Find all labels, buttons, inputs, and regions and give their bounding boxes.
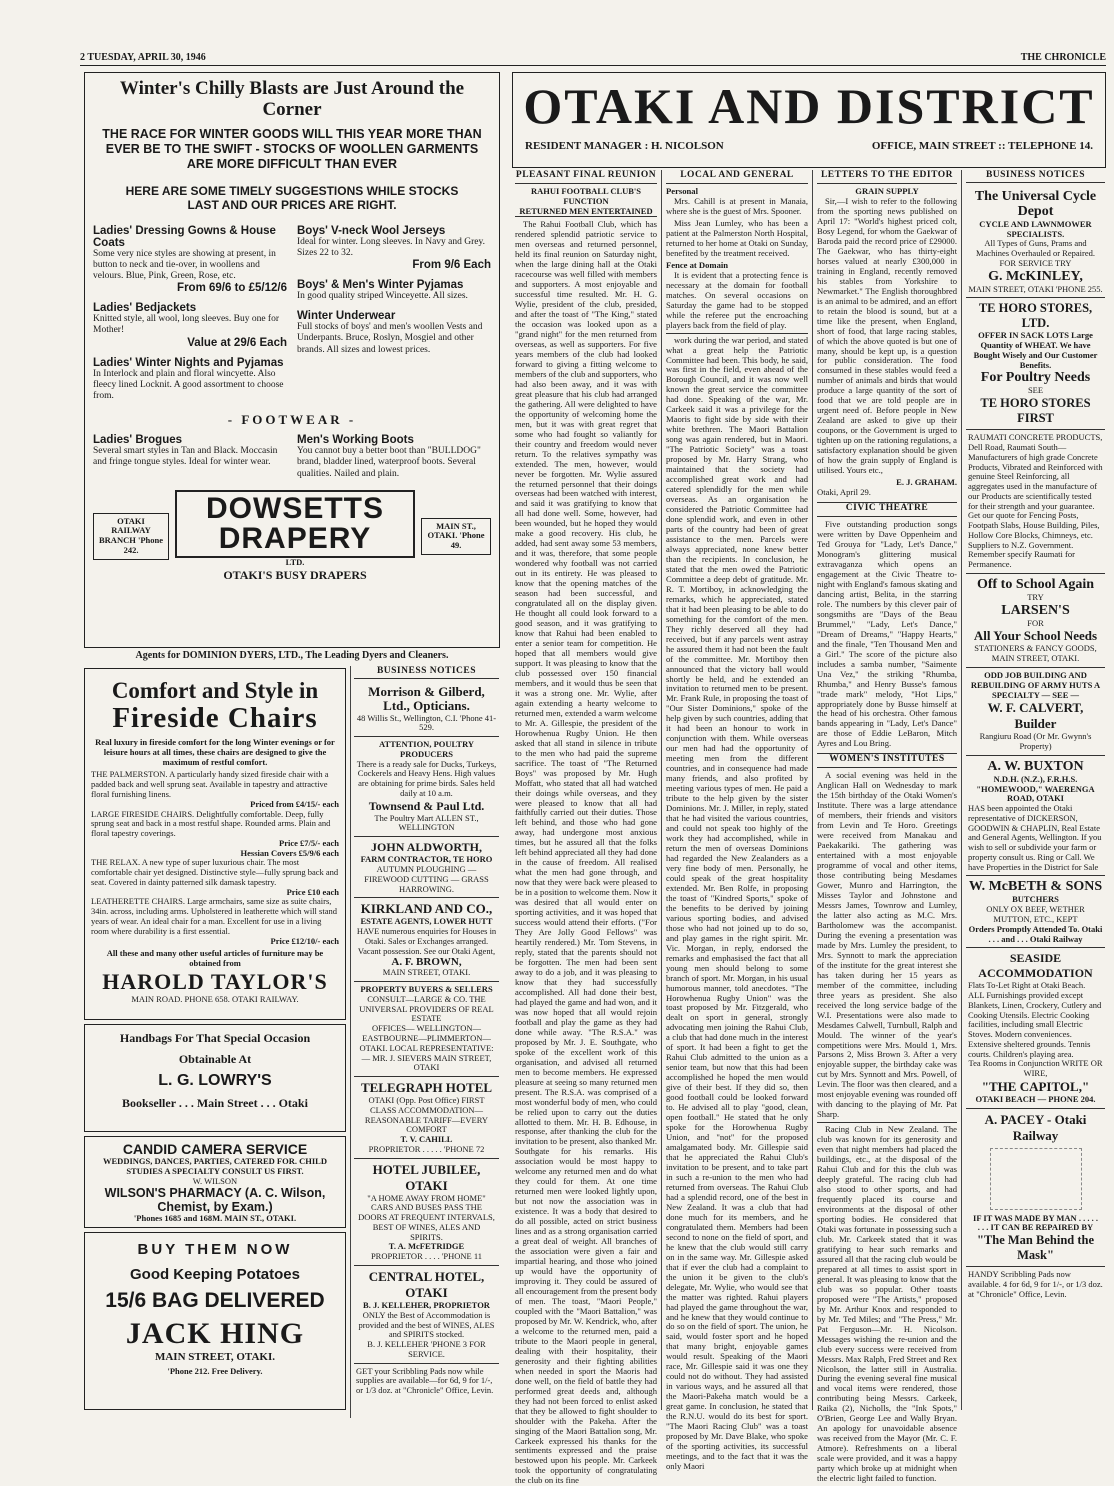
right-notices-heading: BUSINESS NOTICES [966, 170, 1105, 183]
hing-line1: BUY THEM NOW [137, 1241, 293, 1258]
local-subhead: Fence at Domain [666, 259, 729, 270]
item-name: Boys' V-neck Wool Jerseys [297, 224, 446, 237]
item-name: Boys' & Men's Winter Pyjamas [297, 278, 464, 291]
chair-price: Hessian Covers £5/9/6 each [240, 847, 339, 858]
notice-title: Off to School Again [976, 576, 1095, 592]
notice-body: TRY [1027, 591, 1044, 602]
masthead-rule [80, 65, 1106, 66]
wilson-ad [84, 1136, 346, 1228]
taylor-address: MAIN ROAD. PHONE 658. OTAKI RAILWAY. [131, 993, 299, 1004]
notice-body: Orders Promptly Attended To. Otaki . . . and . . . Otaki Railway [968, 923, 1103, 944]
item-price: Value at 29/6 Each [187, 336, 287, 349]
notice-calvert [966, 668, 1105, 756]
reunion-column [512, 170, 660, 1486]
notice-title: A. W. BUXTON [987, 758, 1084, 774]
item-desc: Ideal for winter. Long sleeves. In Navy and Grey. Sizes 22 to 32. [297, 236, 486, 258]
chair-price: Priced from £4/15/- each [250, 798, 339, 809]
notice-body: ESTATE AGENTS, LOWER HUTT [360, 916, 493, 927]
chairs-tail: All these and many other useful articles of furniture may be obtained from [106, 948, 324, 969]
notice-body: 48 Willis St., Wellington, C.I. 'Phone 41-529. [356, 712, 497, 733]
column-rule [961, 170, 962, 1410]
item-desc: You cannot buy a better boot than "BULLDOG" brand, bladder lined, waterproof boots. Several qualities. Nailed and plain. [297, 446, 481, 479]
local-column [663, 170, 811, 1472]
racing-club-body: Racing Club in New Zealand. The club was known for its generosity and even that night members had placed the buildings, etc., at the disposal of the Rahui Club and for this the club was deeply grateful. The racing club had also stood to other sports, and had frequently placed its course and environments at the disposal of other sporting bodies. He considered that Otaki was fortunate in possessing such a club. Mr. Carkeek stated that it was gratifying to hear such remarks and assured all that the racing club would be prepared at all times to assist sport in general. It was pleasing to know that the club was so popular. Other toasts proposed were "The Artists," proposed by Mr. Arthur Knox and responded to by Mr. Ted Miles; and "The Press," Mr. Pat Ferguson—Mr. H. Nicolson. Messages wishing the re-union and the club every success were received from Messrs. Max Ralph, Fred Street and Rex Nicolson, the latter still in Australia. During the evening several fine musical and vocal items were rendered, those contributing being Messrs. Carkeek, Raika (2), Nicholls, the "Ink Spots," O'Brien, George Lee and Wally Bryan. An apology for unavoidable absence was received from the Mayor (Mr. C. F. Atmore). Refreshments on a liberal scale were provided, and it was a happy party which broke up at midnight when the electric light failed to function. [817, 1124, 957, 1484]
wilson-line3: W. WILSON [192, 1175, 238, 1186]
notice-body: Flats To-Let Right at Otaki Beach. ALL Furnishings provided except Blankets, Linen, Crockery, Cutlery and Cooking Utensils. Electric Cooking facilities, including small Electric Stoves. Modern conveniences. Extensive sheltered grounds. Tennis courts. Children's playing area. [968, 980, 1102, 1059]
notice-title: CENTRAL HOTEL, OTAKI [368, 1268, 485, 1300]
masthead-paper: THE CHRONICLE [1020, 52, 1106, 63]
local-para: Mrs. Cahill is at present in Manaia, where she is the guest of Mrs. Spooner. [666, 195, 808, 216]
notice-title: HOTEL JUBILEE, OTAKI [372, 1161, 481, 1193]
notice-buxton [966, 756, 1105, 877]
notice-title: G. McKINLEY, [988, 268, 1083, 284]
notice-title: W. McBETH & SONS [968, 879, 1103, 895]
reunion-subhead: RAHUI FOOTBALL CLUB'S FUNCTION [530, 186, 642, 206]
notice-body: PROPRIETOR . . . . . 'PHONE 72 [368, 1143, 485, 1154]
railway-branch: OTAKI RAILWAY BRANCH 'Phone 242. [93, 513, 169, 560]
notice-body: CYCLE AND LAWNMOWER SPECIALISTS. [979, 218, 1092, 239]
lowry-address: Bookseller . . . Main Street . . . Otaki [122, 1096, 308, 1110]
winter-sub2: HERE ARE SOME TIMELY SUGGESTIONS WHILE STOCKS LAST AND OUR PRICES ARE RIGHT. [125, 183, 459, 213]
chair-price: Price £12/10/- each [270, 935, 339, 946]
lowry-line1: Handbags For That Special Occasion [119, 1031, 311, 1045]
chair-price: Price £7/5/- each [279, 837, 339, 848]
notice-body: FARM CONTRACTOR, TE HORO [360, 854, 493, 865]
notice-body: B. J. KELLEHER 'PHONE 3 FOR SERVICE. [367, 1339, 486, 1359]
district-office: OFFICE, MAIN STREET :: TELEPHONE 14. [871, 140, 1093, 152]
letters-signature: E. J. GRAHAM. [896, 477, 957, 488]
lowry-name: L. G. LOWRY'S [158, 1072, 272, 1089]
item-name: Winter Underwear [297, 310, 396, 323]
hing-ad [84, 1232, 346, 1410]
chair-palmerston: THE PALMERSTON. A particularly handy sized fireside chair with a padded back and well sprung seat. Available in tapestry and attractive floral furnishing linens. [91, 769, 329, 800]
notice-mcbeth [966, 876, 1105, 948]
women-heading: WOMEN'S INSTITUTES [817, 753, 957, 768]
item-name: Ladies' Dressing Gowns & House Coats [93, 224, 276, 249]
notice-body: Tea Rooms in Conjunction WRITE OR WIRE, [968, 1058, 1103, 1079]
notice-body: . . . IT CAN BE REPAIRED BY [977, 1222, 1094, 1233]
chair-large: LARGE FIRESIDE CHAIRS. Delightfully comfortable. Deep, fully sprung seat and back in a most restful shape. Rounded arms. Plain and floral tapestry coverings. [91, 808, 331, 839]
notice-body: "A HOME AWAY FROM HOME" CARS AND BUSES PASS THE DOORS AT FREQUENT INTERVALS, BEST OF WINES, ALES AND SPIRITS. [358, 1192, 495, 1242]
notice-title: All Your School Needs [973, 628, 1098, 644]
notice-title: SEASIDE ACCOMMODATION [978, 951, 1093, 981]
item-brogues [93, 434, 287, 480]
item-name: Ladies' Winter Nights and Pyjamas [93, 356, 284, 369]
letters-date: Otaki, April 29. [817, 487, 871, 498]
notice-title: The Universal Cycle Depot [974, 189, 1097, 220]
local-body: work during the war period, and stated what a great help the Patriotic Committee had been. This body, he said, was first in the field, even ahead of the Borough Council, and it was now well known the great service the committee had done. Speaking of the war, Mr. Carkeek said it was a privilege for the Maoris to fight side by side with their white brethren. The Maori Battalion song was again rendered, but in Maori. "The Patriotic Society" was a toast proposed by Mr. Harry Strang, who maintained that the society had accomplished great work and had catered splendidly for the men while overseas. As an organisation he considered the Patriotic Committee had done splendid work, and even in other parts of the country had been of great assistance to the men. Parcels were always appreciated, none knew better than the recipients. In conclusion, he stated that the men owed the Patriotic Committee a deep debt of gratitude. Mr. R. T. Mortiboy, in acknowledging the remarks, which he appreciated, stated that it had been pleasing to be able to do something for the comfort of the men. They richly deserved all they had received, but if any parcels went astray he assured them it had not been the fault of the committee. Mr. Mortiboy then announced that the victory ball would shortly be held, and he extended an invitation to returned men to be present. Mr. Frank Rule, in proposing the toast of "Our Sister Dominions," spoke of the help given by such countries, adding that it had been an honour to work in conjunction with them. While overseas our men had had the opportunity of meeting men from the different countries, and in consequence had made many friends, and also profited by meeting various types of men. He paid a tribute to the help given by the sister Dominions. Mr. J. Miller, in reply, stated that he had visited the various countries, and could not speak too highly of the work they had accomplished, while in return the men of overseas Dominions had regarded the New Zealanders as a very fine body of men. Personally, he could speak of the great hospitality extended. Mr. Ben Rolfe, in proposing the toast of "Kindred Sports," spoke of the benefits to be derived by joining various sporting bodies, and advised those who had not joined up to do so, and play games in the right spirit. Mr. Vic. Morgan, in reply, endorsed the remarks and emphasised the fact that all young men should belong to some branch of sport. Mr. Morgan, in his usual humorous manner, told anecdotes. "The Horowhenua Rugby Union" was the toast proposed by Mr. Fitzgerald, who dealt on sport in general, strongly advocating men joining the Rahui Club, a club that had done much in the interest of sport. It had been a fight to get the Rahui Club admitted to the union as a senior team, but now that this had been accomplished he hoped the men would give of their best. If they did so, then good football could be looked forward to. He advised all to play "good, clean, open football." He stated that he only spoke for the Horowhenua Rugby Union, and "not" for the proposed amalgamated body. Mr. Gillespie said that he appreciated the Rahui Club's invitation to be present, and to take part in such a re-union to the men who had returned from overseas. The Rahui Club had a splendid record, one of the best in New Zealand. It was a club that had done much for its members, and he congratulated them. Members had been second to none on the field of sport, and he knew that the club would still carry on in the same way. Mr. Gillespie asked that if ever the club had a complaint to the union it be given to the club's delegate, Mr. Wylie, who would see that the matter was righted. Rahui players had played the game throughout the war, and he knew that they would continue to do so on the field of sport. The union, he said, would foster sport and he hoped that many bright, enjoyable games would result. Speaking of the Maori race, Mr. Gillespie said it was one they could not do without. They had assisted in various ways, and he assured all that the Maori-Pakeha match would be a great game. In conclusion, he stated that the R.N.U. would do its best for sport. "The Maori Racing Club" was a toast proposed by Mr. Dave Blake, who spoke of the sporting activities, its successful meetings, and to the fact that it was the only Maori [666, 334, 808, 1472]
item-name: Ladies' Brogues [93, 434, 183, 447]
notice-title: TELEGRAPH HOTEL [360, 1080, 493, 1096]
taylor-name: HAROLD TAYLOR'S [102, 968, 328, 994]
notice-telegraph [354, 1077, 499, 1159]
notice-raumati: RAUMATI CONCRETE PRODUCTS, Dell Road, Raumati South—Manufacturers of high grade Concrete Products, Vibrated and Reinforced with genuine Steel Reinforcing, all aggregates used in the manufacture of our Products are scientifically tested for their strength and your guarantee. Get our quote for Fencing Posts, Footpath Slabs, House Building, Piles, Hollow Core Blocks, Chimneys, etc. Suppliers to N.Z. Government. Remember specify Raumati for Permanence. [966, 430, 1105, 574]
notice-morrison [354, 682, 499, 737]
district-manager: RESIDENT MANAGER : H. NICOLSON [525, 140, 724, 152]
civic-heading: CIVIC THEATRE [817, 502, 957, 517]
dowsetts-ad [84, 72, 500, 648]
dowsetts-logo [175, 490, 415, 583]
women-body: A social evening was held in the Anglican Hall on Wednesday to mark the 15th birthday of the Otaki Women's Institute. There was a large attendance of members, their friends and visitors from Levin and Te Horo. Greetings were received from Manakau and Paekakariki. The gathering was entertained with a most enjoyable programme of vocal and other items, those contributing being Mesdames Gower, Munro and Harrington, the Misses Taylor and Johnstone and Messrs James, Townrow and Lumley, the latter also acting as M.C. Mrs. Bartholomew was the accompanist. During the evening a presentation was made by Mrs. Lumley the president, to Mrs. Synnott to mark the appreciation of the institute for the great interest she has taken during her 15 years as member of the committee, including three years as president. She also received the long service badge of the W.I. Presentations were also made to Mesdames Calwell, Turnbull, Ralph and Mould. The winner of the year's competitions were Mrs. Mould 1, Mrs. Parsons 2, Miss Brown 3. After a very enjoyable supper, the birthday cake was cut by Mrs. Synnott and Mrs. Powell, of Levin. The floor was then cleared, and a most enjoyable evening was rounded off with dancing to the playing of Mr. Pat Sharp. [817, 770, 957, 1120]
item-price: From 9/6 Each [412, 258, 491, 271]
chairs-ad [84, 668, 346, 1020]
column-rule [812, 170, 813, 1410]
wilson-line2: WEDDINGS, DANCES, PARTIES, CATERED FOR. CHILD STUDIES A SPECIALTY CONSULT US FIRST. [103, 1156, 327, 1176]
dowsetts-agents: Agents for DOMINION DYERS, LTD., The Leading Dyers and Cleaners. [135, 650, 449, 661]
notice-body: HAVE numerous enquiries for Houses in Otaki. Sales or Exchanges arranged. Vacant possession. See our Otaki Agent, [356, 926, 497, 956]
local-para: It is evident that a protecting fence is necessary at the domain for football matches. On several occasions on Saturday the game had to be stopped while the referee put the encroaching players back from the field of play. [666, 269, 808, 330]
item-desc: Some very nice styles are showing at present, in button to neck and tie-over, in woollens and velours. Blue, Pink, Green, Rose, etc. [93, 248, 276, 281]
notice-title: A. PACEY - Otaki Railway [984, 1111, 1087, 1143]
item-name: Men's Working Boots [297, 434, 414, 447]
item-desc: In good quality striped Winceyette. All sizes. [297, 290, 468, 301]
notice-title: TE HORO STORES, LTD. [978, 301, 1093, 331]
notice-body: OFFER IN SACK LOTS Large Quantity of WHEAT. We have Bought Wisely and Our Customer Benefits. [973, 330, 1098, 370]
notice-body: T. A. McFETRIDGE [388, 1241, 465, 1252]
item-boots [297, 434, 491, 480]
item-nights [93, 357, 287, 403]
chairs-intro: Real luxury in fireside comfort for the long Winter evenings or for leisure hours at all times, these chairs are designed to give the maximum of restful comfort. [95, 737, 335, 767]
notice-body: B. J. KELLEHER, PROPRIETOR [363, 1299, 490, 1310]
notice-body: OTAKI BEACH — PHONE 204. [975, 1093, 1096, 1104]
notice-scribbling: GET your Scribbling Pads now while supplies are available—for 6d, 9 for 1/-, or 1/3 doz. at "Chronicle" Office, Levin. [356, 1365, 494, 1396]
notice-title: Morrison & Gilberd, Ltd., Opticians. [368, 684, 485, 714]
lowry-line2: Obtainable At [178, 1052, 252, 1066]
business-notices-right [963, 170, 1108, 1410]
notice-body: PROPRIETOR . . . . 'PHONE 11 [370, 1251, 483, 1262]
item-price: From 69/6 to £5/12/6 [177, 282, 287, 295]
notice-body: SEE [1027, 385, 1044, 396]
notice-title: PROPERTY BUYERS & SELLERS [360, 984, 493, 995]
chairs-title2: Fireside Chairs [112, 702, 318, 735]
notice-body: T. V. CAHILL [400, 1134, 453, 1145]
notice-body: All Types of Guns, Prams and Machines Overhauled or Repaired. FOR SERVICE TRY [976, 238, 1095, 268]
notice-body: FOR [1027, 617, 1044, 628]
civic-body: Five outstanding production songs were written by Dave Oppenheim and Ted Grouya for "Lady, Let's Dance," Monogram's glittering musical extravaganza which opens an engagement at the Civic Theatre to-night with England's famous skating and dancing artist, Belita, in the starring role. The numbers by this clever pair of songsmiths are "Days of the Beau Brummel," "Lady, Let's Dance," "Dream of Dreams," "Happy Hearts," and the finale, "Ten Thousand Men and a Girl." The score of the picture also includes a samba number, "Saimente Una Vez," the striking "Rhumba, Rhumba," and Henry Busse's famous "trade mark" melody, "Hot Lips," appropriately done by Busse himself at the head of his orchestra. Other famous bands appearing in "Lady, Let's Dance" are those of Eddie LeBaron, Mitch Ayres and Lou Bring. [817, 519, 957, 749]
notice-te-horo [966, 298, 1105, 430]
notice-body: ONLY OX BEEF, WETHER MUTTON, ETC., KEPT [986, 904, 1085, 924]
notice-title: JOHN ALDWORTH, [371, 840, 482, 855]
item-underwear [297, 310, 491, 356]
item-desc: Full stocks of boys' and men's woollen Vests and Underpants. Bruce, Roslyn, Mosgiel and other brands. All sizes and lowest prices. [297, 322, 483, 355]
letters-heading: LETTERS TO THE EDITOR [817, 170, 957, 184]
item-desc: Several smart styles in Tan and Black. Moccasin and fringe tongue styles. Ideal for winter wear. [93, 446, 278, 468]
notices-heading: BUSINESS NOTICES [354, 666, 499, 679]
winter-title: Winter's Chilly Blasts are Just Around the Corner [119, 78, 465, 120]
winter-left-col [93, 225, 287, 403]
business-notices-left [350, 666, 502, 1418]
notice-pacey [966, 1109, 1105, 1268]
dowsetts-name: DOWSETTS DRAPERY [175, 490, 415, 558]
district-header [512, 72, 1106, 168]
notice-body: The Poultry Mart ALLEN ST., WELLINGTON [374, 812, 479, 833]
district-title: OTAKI AND DISTRICT [523, 78, 1095, 134]
notice-aldworth [354, 837, 499, 898]
item-jerseys [297, 225, 491, 271]
notice-body: There is a ready sale for Ducks, Turkeys, Cockerels and Heavy Hens. High values are obtaining for prime birds. Sales held daily at 10 a.m. [356, 758, 497, 798]
notice-body: STATIONERS & FANCY GOODS, MAIN STREET, OTAKI. [974, 643, 1097, 664]
notice-kirkland [354, 898, 499, 982]
item-name: Ladies' Bedjackets [93, 302, 197, 315]
notice-title: Townsend & Paul Ltd. [368, 798, 485, 813]
dowsetts-slogan: OTAKI'S BUSY DRAPERS [223, 567, 367, 582]
notice-body: Rangiuru Road (Or Mr. Gwynn's Property) [979, 731, 1092, 752]
item-gowns [93, 225, 287, 295]
footwear-heading: - FOOTWEAR - [227, 412, 357, 428]
chair-price: Price £10 each [286, 886, 339, 897]
item-desc: Knitted style, all wool, long sleeves. Buy one for Mother! [93, 314, 280, 336]
notice-poultry [354, 737, 499, 837]
chair-leatherette: LEATHERETTE CHAIRS. Large armchairs, same size as suite chairs, 34in. across, including arms. Upholstered in leatherette which will stand years of wear. An ideal chair for a man. Excellent for use in a living room where durability is a first essential. [91, 896, 337, 936]
local-heading: LOCAL AND GENERAL [666, 170, 808, 184]
hing-phone: 'Phone 212. Free Delivery. [167, 1366, 263, 1376]
letters-column [814, 170, 960, 1484]
letters-subhead: GRAIN SUPPLY [855, 186, 919, 197]
notice-scribbling-right: HANDY Scribbling Pads now available. 4 for 6d, 9 for 1/-, or 1/3 doz. at "Chronicle" Office, Levin. [968, 1269, 1103, 1299]
notice-body: OTAKI (Opp. Post Office) FIRST CLASS ACCOMMODATION—REASONABLE TARIFF—EVERY COMFORT [364, 1095, 489, 1135]
notice-body: MAIN STREET, OTAKI. [382, 967, 471, 978]
notice-title: "The Man Behind the Mask" [976, 1233, 1095, 1263]
hing-line2: Good Keeping Potatoes [129, 1266, 300, 1283]
local-subhead: Personal [666, 186, 698, 197]
notice-jubilee [354, 1159, 499, 1266]
notice-title: "THE CAPITOL," [981, 1078, 1090, 1094]
notice-body: ONLY the Best of Accommodation is provided and the best of WINES, ALES and SPIRITS stocked. [358, 1309, 495, 1340]
notice-body: CONSULT—LARGE & CO. THE UNIVERSAL PROVIDERS OF REAL ESTATE [359, 993, 494, 1024]
notice-title: KIRKLAND AND CO., [360, 901, 493, 917]
notice-body: MAIN STREET, OTAKI 'PHONE 255. [968, 283, 1103, 294]
hing-address: MAIN STREET, OTAKI. [154, 1351, 275, 1363]
pacey-illustration [990, 1148, 1082, 1210]
notice-property [354, 982, 499, 1077]
notice-seaside [966, 948, 1105, 1108]
lowry-ad [84, 1024, 346, 1132]
local-para: Miss Jean Lumley, who has been a patient at the Palmerston North Hospital, returned to her home at Otaki on Sunday, benefited by the treatment received. [666, 217, 808, 258]
notice-body: OFFICES— WELLINGTON—EASTBOURNE—PLIMMERTON—OTAKI. LOCAL REPRESENTATIVE:— MR. J. SIEVERS MAIN STREET, OTAKI [359, 1023, 494, 1073]
notice-title: ATTENTION, POULTRY PRODUCERS [378, 739, 475, 759]
item-pyjamas [297, 279, 491, 302]
item-bedjackets [93, 302, 287, 348]
reunion-heading: PLEASANT FINAL REUNION [515, 170, 657, 184]
chair-relax: THE RELAX. A new type of super luxurious chair. The most comfortable chair yet designed. Distinctive style—fully sprung back and seat. Covered in dainty patterned silk damask tapestry. [91, 857, 339, 887]
reunion-subhead2: RETURNED MEN ENTERTAINED [515, 207, 657, 218]
dowsetts-ltd: LTD. [285, 556, 305, 567]
dowsetts-footer [93, 490, 491, 583]
hing-name: JACK HING [125, 1317, 305, 1350]
notice-cycle-depot [966, 186, 1105, 298]
notice-central [354, 1266, 499, 1364]
hing-line3: 15/6 BAG DELIVERED [105, 1289, 325, 1312]
notice-body: ODD JOB BUILDING AND REBUILDING OF ARMY HUTS A SPECIALTY — SEE — [970, 669, 1101, 700]
chairs-title1: Comfort and Style in [111, 678, 319, 703]
reunion-body: The Rahui Football Club, which has rendered splendid patriotic service to men overseas and returned personnel, held its final reunion on Saturday night, when the large dining hall at the Otaki racecourse was well filled with members and supporters. A most enjoyable and successful time resulted. Mr. H. G. Wylie, president of the club, presided, and after the toast of "The King," stated the occasion was looked upon as a "grand night" for the men returned from overseas, as well as supporters. For five years members of the club had looked forward to giving a fitting welcome to members of the club and supporters, who had also been away, and it was with great pleasure that his club had arranged the gathering. All were delighted to have the opportunity of welcoming home the men, but it was with great regret that some who had fought so valiantly for their country and freedom would never return. To the relatives sympathy was extended. The men, however, would never be forgotten. Mr. Wylie assured the returned personnel that their doings overseas had been watched with interest, and said it was gratifying to know that all had done well. Some, however, had been wounded, but he hoped they would make a good recovery. His club, he added, had sent away some 53 members, and it was, therefore, that some people wondered why football was not carried out in its entirety. He was pleased to know that the opening matches of the season had been successful, and congratulated all on the display given. He thought all could look forward to a good season, and it was gratifying to know that Rahui had been enabled to enter a senior team for competition. He hoped that all members would give support. It was pleasing to know that the club possessed over 150 financial members, and it would thus be seen that it was a strong one. Mr. Wylie, after again extending a hearty welcome to returned men, extended a warm welcome to Mr. A. Gillespie, the president of the Horowhenua Rugby Union. He then asked that all stand in silence in tribute to the men who had paid the supreme sacrifice. The toast of "The Returned Boys" was proposed by Mr. Hugh Moffatt, who stated that all had watched their doings while overseas, and they were pleased to know that all had faithfully carried out their duties. Those left behind, and those who had gone away, had undergone most anxious times, but he assured all that the folks left behind appreciated all they had done in the cause of freedom. All realised what the men had gone through, and now that they were back were pleased to be in a position to welcome them. Now it was desired that all would enter on sporting activities, and it was hoped that success would attend their efforts. ("For They Are Jolly Good Fellows" was heartily rendered.) Mr. Tom Stevens, in reply, stated that the parents should not be forgotten. The men had been sent away to do a job, and it was pleasing to know that they had successfully accomplished. All had done their best, had played the game and had won, and it was now hoped that all would rejoin football and play the game as they had done while away. "The R.S.A." was proposed by Mr. J. E. Southgate, who spoke of the excellent work of this organisation, and advised all returned men to become members. He expressed pleasure at seeing so many returned men present. The R.S.A. was comprised of a most wonderful body of men, who could be relied upon to carry out the duties allotted to them. Mr. H. B. Edhouse, in response, after thanking the club for the invitation to be present, also thanked Mr. Southgate for his remarks. His association would be most happy to welcome any returned men and do what they could for them. At one time returned men were looked lightly upon, but not now the association was in existence. It was a body that desired to do all possible, acted on strict business lines and as a strong organisation carried a great deal of weight. All branches of the association were given a fair and impartial hearing, and those who joined up would have the opportunity of improving it. They could be assured of all encouragement from the present body of men. The toast, "Maori People," coupled with the "Maori Battalion," was proposed by Mr. W. Kendrick, who, after a welcome to the returned men, paid a tribute to the Maori people in general, dealing with their hospitality, their generosity and their fighting abilities when needed in sport the Maoris had done well, on the field of battle they had performed great deeds and, although they had not been forced to enlist asked that they be allowed to fight shoulder to shoulder with the Pakeha. After the singing of the Maori Battalion song, Mr. Carkeek expressed his thanks for the sentiments expressed and the praise bestowed upon his people. Mr. Carkeek took the opportunity of congratulating the club on its fine [515, 219, 658, 1486]
notice-title: W. F. CALVERT, Builder [987, 700, 1084, 732]
notice-larsens [966, 574, 1105, 668]
notice-title: TE HORO STORES FIRST [980, 396, 1091, 426]
main-st-branch: MAIN ST., OTAKI. 'Phone 49. [421, 518, 491, 555]
notice-body: AUTUMN PLOUGHING — FIREWOOD CUTTING — GRASS HARROWING. [364, 864, 489, 894]
notice-title: LARSEN'S [1001, 602, 1070, 618]
column-rule [661, 170, 662, 1410]
notice-title: A. F. BROWN, [391, 956, 462, 969]
notice-body: BUTCHERS [1012, 894, 1059, 905]
wilson-line5: 'Phones 1685 and 168M. MAIN ST., OTAKI. [133, 1213, 297, 1224]
winter-right-col [297, 225, 491, 403]
item-desc: In Interlock and plain and floral wincyette. Also fleecy lined Locknit. A good assortment to choose from. [93, 368, 284, 401]
winter-sub1: THE RACE FOR WINTER GOODS WILL THIS YEAR MORE THAN EVER BE TO THE SWIFT - STOCKS OF WOOLLEN GARMENTS ARE MORE DIFFICULT THAN EVER [102, 126, 482, 171]
notice-body: HAS been appointed the Otaki representative of DICKERSON, GOODWIN & CHAPLIN, Real Estate and General Agents, Wellington. If you wish to sell or subdivide your farm or property consult us. Ring or Call. We have Properties in the District for Sale [968, 803, 1102, 872]
letters-body: Sir,—I wish to refer to the following from the sporting news published on April 17: "World's highest priced colt, Bosy Legend, for whom the Gaekwar of Baroda paid the record price of £29000. The Gaekwar, who has thirty-eight horses valued at nearly £300,000 in training in England, recently removed his stables from Yorkshire to Newmarket." The English thoroughbred is an animal to be admired, and an effort to retain the blood is sound, but at a time like the present, when England, short of food, that large racing stables, of which the above quoted is but one of many, should be kept up, is a question for public consideration. The food consumed in these stables would feed a number of animals and birds that would produce a large quantity of the sort of food that we are told people are in urgent need of. Before people in New Zealand are asked to give up their coupons, or the Government is urged to tighten up on the rationing regulations, a satisfactory explanation should be given of how the grain supply of England is utilised. Yours etc., [817, 195, 957, 476]
notice-body: IF IT WAS MADE BY MAN . . . . . [973, 1212, 1098, 1223]
notice-body: N.D.H. (N.Z.), F.R.H.S. "HOMEWOOD," WAERENGA ROAD, OTAKI [976, 773, 1095, 804]
wilson-line1: CANDID CAMERA SERVICE [122, 1141, 308, 1157]
masthead-date: 2 TUESDAY, APRIL 30, 1946 [80, 52, 206, 63]
notice-title: For Poultry Needs [980, 370, 1091, 386]
wilson-line4: WILSON'S PHARMACY (A. C. Wilson, Chemist, by Exam.) [104, 1186, 326, 1215]
